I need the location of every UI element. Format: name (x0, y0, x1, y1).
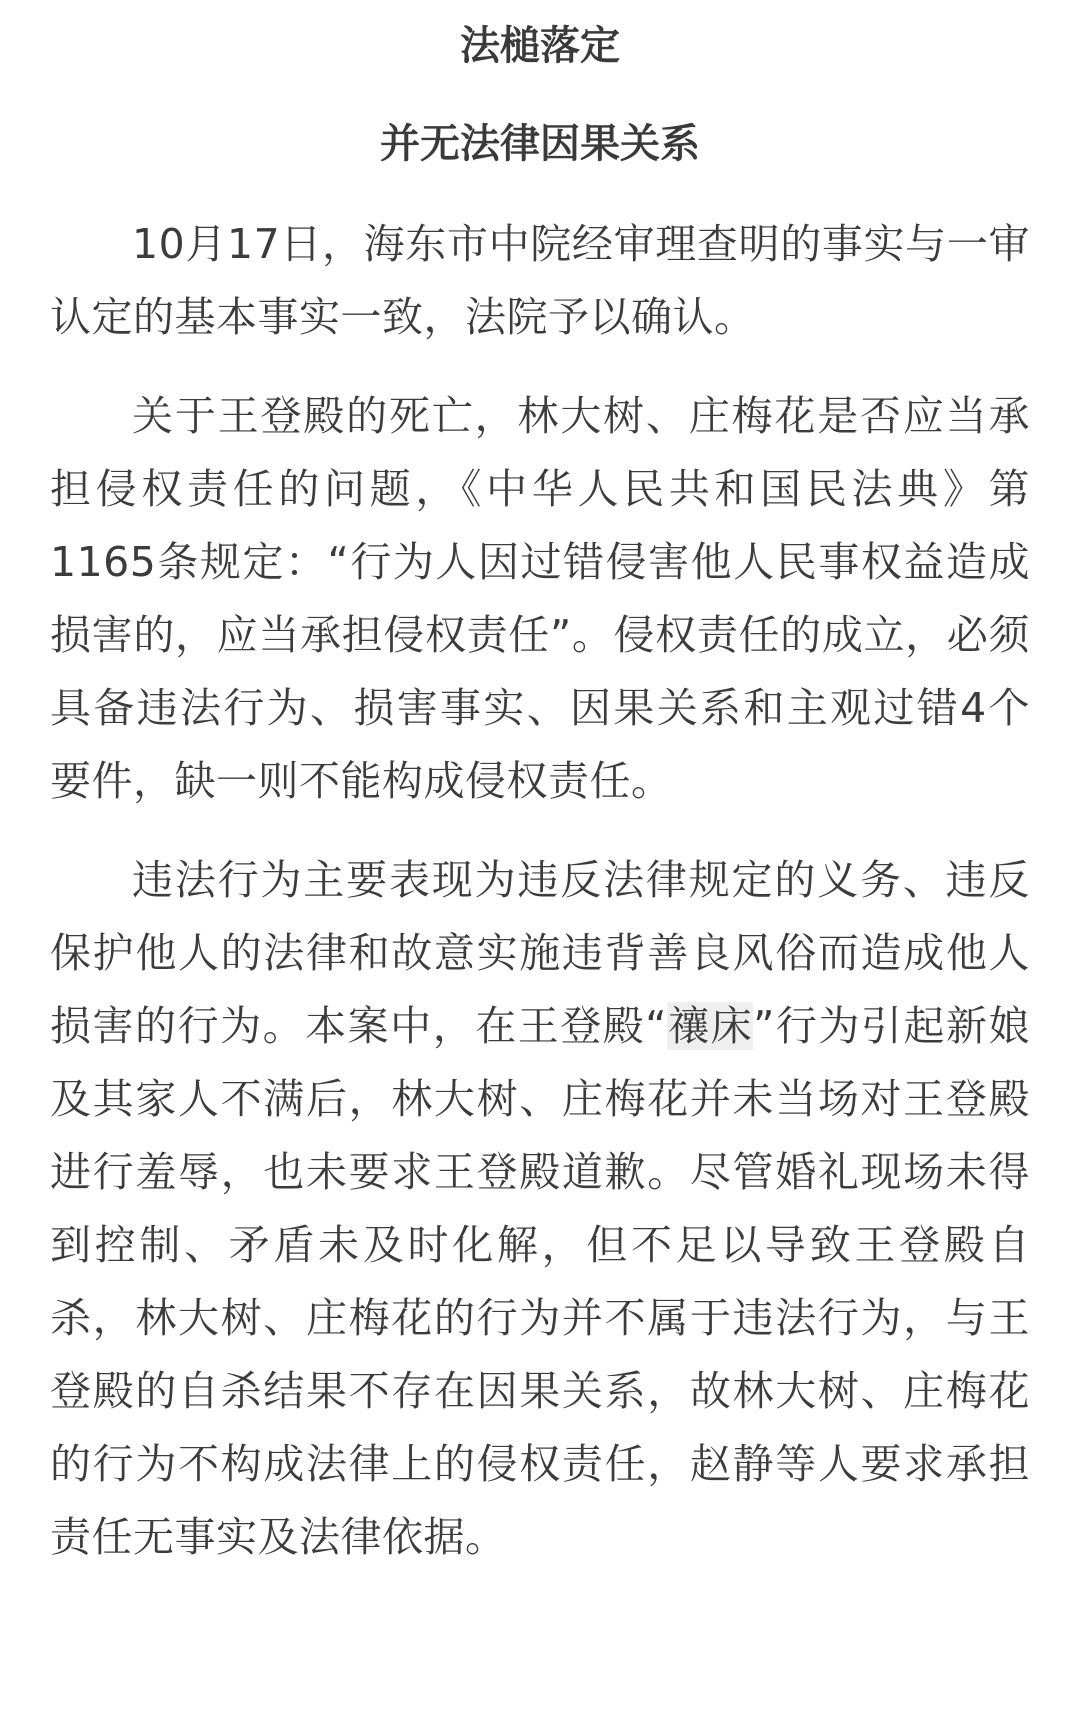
paragraph-3-text-before: 违法行为主要表现为违反法律规定的义务、违反保护他人的法律和故意实施违背善良风俗而造成他人损害的行为。本案中，在王登殿“ (50, 856, 1030, 1050)
section-subheading: 并无法律因果关系 (380, 121, 700, 167)
highlighted-term[interactable]: 禳床 (667, 1002, 754, 1050)
paragraph-3-text-after: ”行为引起新娘及其家人不满后，林大树、庄梅花并未当场对王登殿进行羞辱，也未要求王登殿道歉。尽管婚礼现场未得到控制、矛盾未及时化解，但不足以导致王登殿自杀，林大树、庄梅花的行为并不属于违法行为，与王登殿的自杀结果不存在因果关系，故林大树、庄梅花的行为不构成法律上的侵权责任，赵静等人要求承担责任无事实及法律依据。 (50, 1002, 1030, 1561)
paragraph-3 (50, 844, 1030, 1574)
paragraph-1: 10月17日，海东市中院经审理查明的事实与一审认定的基本事实一致，法院予以确认。 (50, 220, 1030, 341)
article-body (50, 18, 1030, 1600)
section-heading: 法槌落定 (460, 23, 620, 69)
paragraph-2: 关于王登殿的死亡，林大树、庄梅花是否应当承担侵权责任的问题，《中华人民共和国民法典》第1165条规定：“行为人因过错侵害他人民事权益造成损害的，应当承担侵权责任”。侵权责任的成立，必须具备违法行为、损害事实、因果关系和主观过错4个要件，缺一则不能构成侵权责任。 (50, 392, 1030, 805)
